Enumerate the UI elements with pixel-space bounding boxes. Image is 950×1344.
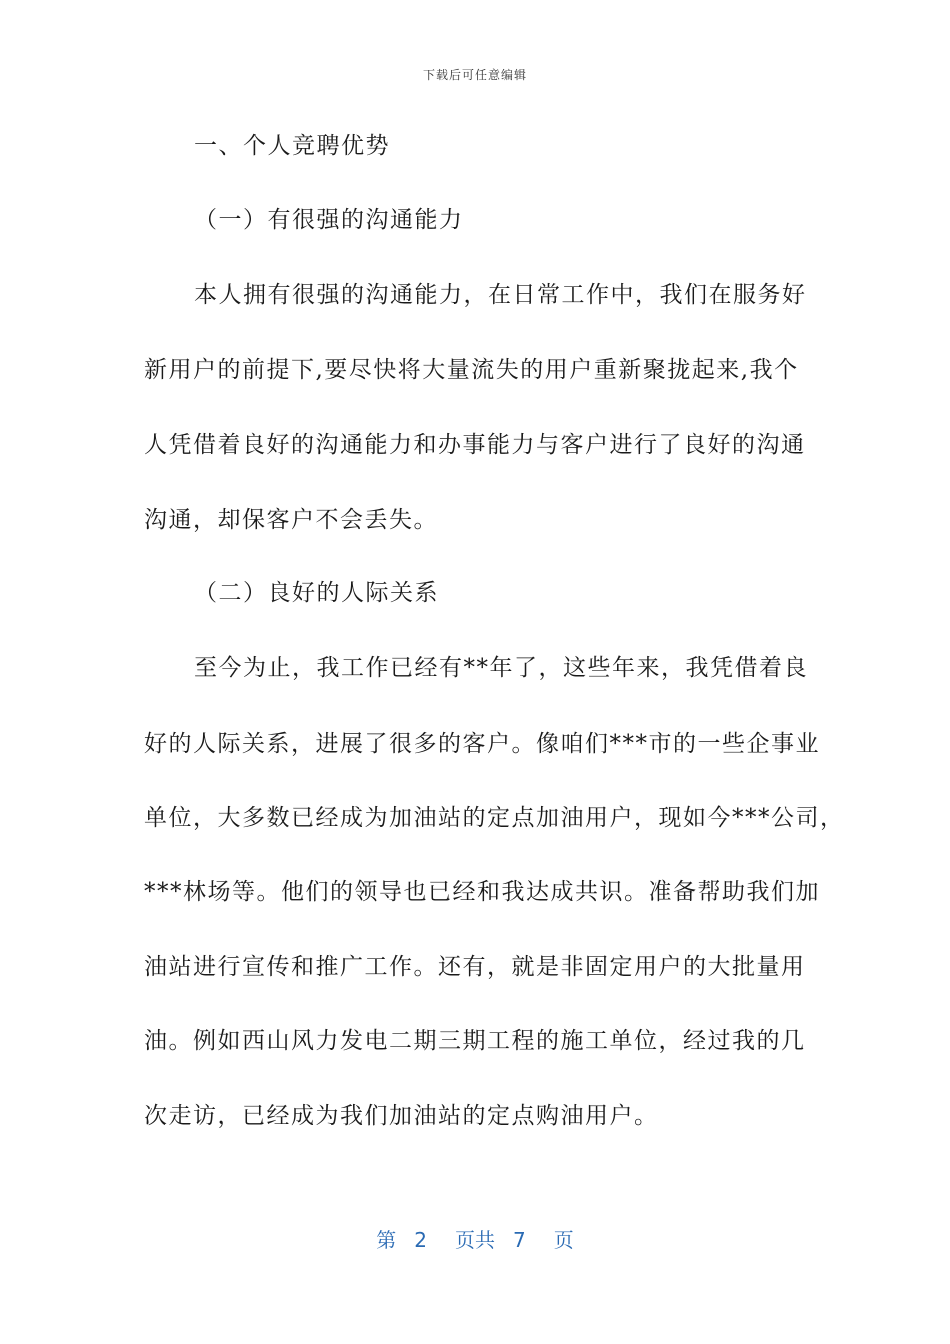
- subsection-heading: （一）有很强的沟通能力: [194, 207, 464, 233]
- footer-ye: 页: [553, 1228, 574, 1252]
- total-page-number: 7: [513, 1228, 526, 1252]
- subsection-heading: （二）良好的人际关系: [194, 580, 439, 606]
- footer-di: 第: [376, 1228, 397, 1252]
- paragraph-line: 本人拥有很强的沟通能力，在日常工作中，我们在服务好: [194, 282, 807, 308]
- paragraph-line: 人凭借着良好的沟通能力和办事能力与客户进行了良好的沟通: [144, 432, 806, 458]
- paragraph-line: 好的人际关系，进展了很多的客户。像咱们***市的一些企事业: [144, 731, 820, 757]
- footer-ye-gong: 页共: [455, 1228, 495, 1252]
- paragraph-line: 次走访，已经成为我们加油站的定点购油用户。: [144, 1103, 659, 1129]
- paragraph-line: 油站进行宣传和推广工作。还有，就是非固定用户的大批量用: [144, 954, 806, 980]
- header-note: 下载后可任意编辑: [422, 68, 527, 82]
- current-page-number: 2: [414, 1228, 427, 1252]
- section-heading: 一、个人竞聘优势: [194, 133, 390, 159]
- paragraph-line: 新用户的前提下,要尽快将大量流失的用户重新聚拢起来,我个: [144, 357, 799, 383]
- paragraph-line: 沟通，却保客户不会丢失。: [144, 507, 438, 533]
- paragraph-line: 油。例如西山风力发电二期三期工程的施工单位，经过我的几: [144, 1028, 806, 1054]
- paragraph-line: 至今为止，我工作已经有**年了，这些年来，我凭借着良: [194, 655, 808, 681]
- paragraph-line: 单位，大多数已经成为加油站的定点加油用户，现如今***公司，: [144, 805, 845, 831]
- paragraph-line: ***林场等。他们的领导也已经和我达成共识。准备帮助我们加: [144, 879, 820, 905]
- page-footer: [0, 1224, 950, 1253]
